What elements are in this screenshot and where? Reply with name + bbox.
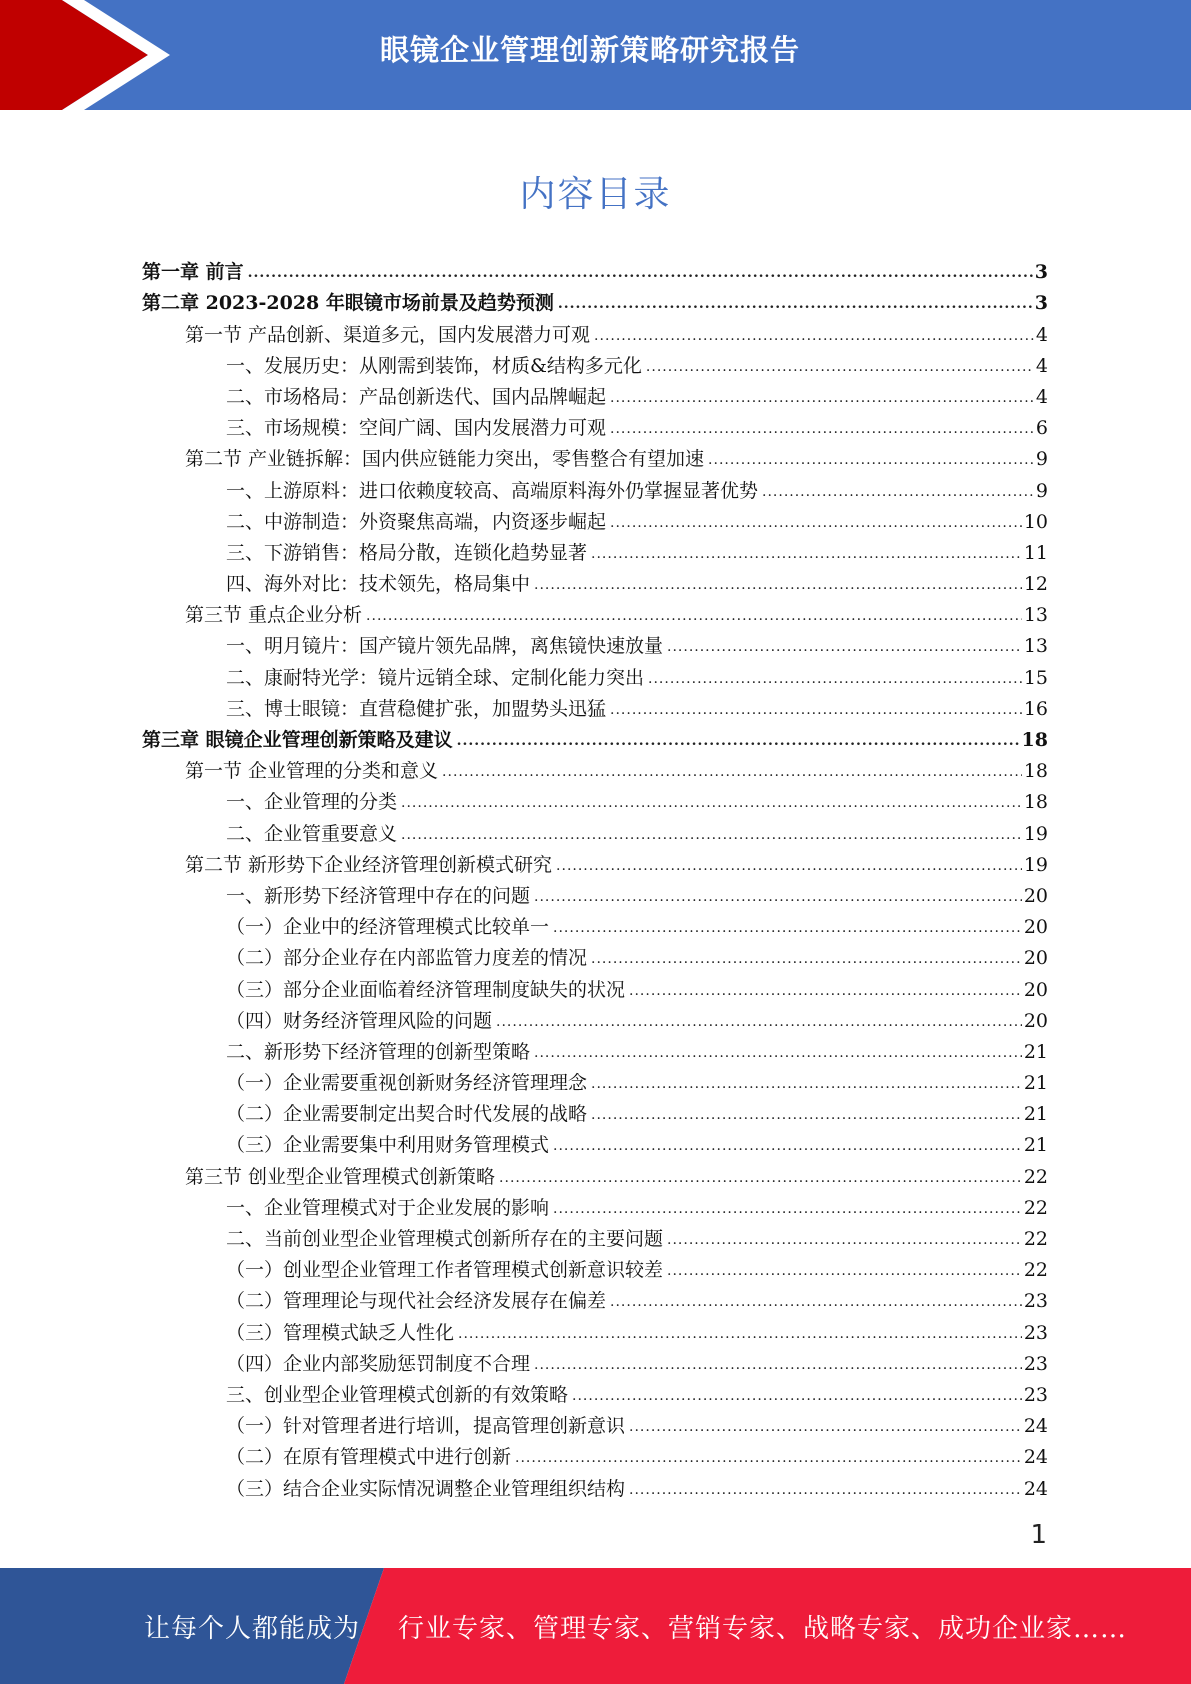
toc-entry-page: 18 — [1021, 729, 1048, 751]
toc-entry[interactable] — [142, 1314, 1048, 1345]
toc-entry[interactable] — [142, 535, 1048, 566]
toc-entry[interactable] — [142, 1003, 1048, 1034]
toc-entry-label: 一、企业管理模式对于企业发展的影响 — [226, 1196, 550, 1219]
toc-entry[interactable] — [142, 909, 1048, 940]
toc-entry-label: （四）财务经济管理风险的问题 — [226, 1009, 493, 1032]
toc-entry-label: （二）在原有管理模式中进行创新 — [226, 1446, 512, 1469]
toc-entry-label: 四、海外对比：技术领先，格局集中 — [226, 573, 531, 596]
header-band — [0, 0, 1191, 110]
toc-entry-page: 18 — [1023, 760, 1048, 783]
toc-dot-leader — [558, 297, 1033, 311]
toc-entry[interactable] — [142, 1408, 1048, 1439]
toc-dot-leader — [610, 703, 1022, 717]
toc-dot-leader — [610, 1295, 1022, 1309]
toc-entry-page: 22 — [1023, 1259, 1048, 1282]
toc-dot-leader — [646, 360, 1034, 374]
toc-entry-page: 24 — [1023, 1446, 1048, 1469]
toc-dot-leader — [553, 1139, 1022, 1153]
toc-dot-leader — [534, 890, 1022, 904]
toc-entry[interactable] — [142, 285, 1048, 316]
toc-entry-label: 第二节 产业链拆解：国内供应链能力突出，零售整合有望加速 — [185, 448, 705, 471]
toc-entry[interactable] — [142, 410, 1048, 441]
toc-dot-leader — [591, 1108, 1022, 1122]
toc-entry-label: 二、中游制造：外资聚焦高端，内资逐步崛起 — [226, 510, 607, 533]
footer-band — [0, 1568, 1191, 1684]
toc-entry-page: 12 — [1023, 573, 1048, 596]
toc-dot-leader — [248, 266, 1033, 280]
toc-dot-leader — [556, 859, 1022, 873]
footer-slogan-left: 让每个人都能成为 — [144, 1614, 361, 1644]
toc-entry[interactable] — [142, 597, 1048, 628]
toc-entry-label: （三）管理模式缺乏人性化 — [226, 1321, 455, 1344]
toc-entry-page: 19 — [1023, 853, 1048, 876]
toc-dot-leader — [667, 1233, 1022, 1247]
toc-entry[interactable] — [142, 847, 1048, 878]
toc-entry-page: 11 — [1023, 541, 1048, 564]
toc-entry[interactable] — [142, 441, 1048, 472]
toc-entry-page: 22 — [1023, 1228, 1048, 1250]
toc-entry-page: 4 — [1035, 354, 1048, 377]
toc-entry-label: 三、博士眼镜：直营稳健扩张，加盟势头迅猛 — [226, 697, 607, 720]
footer-slogan-right: 行业专家、管理专家、营销专家、战略专家、成功企业家…… — [398, 1614, 1128, 1644]
toc-entry[interactable] — [142, 379, 1048, 410]
toc-dot-leader — [496, 1015, 1022, 1029]
toc-entry[interactable] — [142, 971, 1048, 1002]
toc-dot-leader — [366, 609, 1022, 623]
toc-entry-page: 13 — [1023, 635, 1048, 658]
toc-dot-leader — [610, 516, 1022, 530]
toc-entry-page: 20 — [1023, 916, 1048, 939]
toc-entry[interactable] — [142, 1346, 1048, 1377]
toc-entry[interactable] — [142, 784, 1048, 815]
toc-dot-leader — [594, 329, 1034, 343]
toc-entry-page: 24 — [1023, 1415, 1048, 1438]
toc-entry-page: 20 — [1023, 884, 1048, 907]
toc-dot-leader — [667, 640, 1022, 654]
toc-dot-leader — [515, 1451, 1022, 1465]
toc-entry-label: （三）企业需要集中利用财务管理模式 — [226, 1134, 550, 1157]
toc-entry-page: 20 — [1023, 947, 1048, 970]
toc-entry[interactable] — [142, 815, 1048, 846]
toc-entry[interactable] — [142, 628, 1048, 659]
report-title: 眼镜企业管理创新策略研究报告 — [380, 33, 801, 67]
toc-entry[interactable] — [142, 1283, 1048, 1314]
toc-entry-label: 一、发展历史：从刚需到装饰，材质&结构多元化 — [226, 354, 642, 377]
toc-entry[interactable] — [142, 254, 1048, 285]
toc-entry-label: （一）企业需要重视创新财务经济管理理念 — [226, 1072, 588, 1095]
toc-entry-page: 13 — [1023, 604, 1048, 627]
toc-entry[interactable] — [142, 1096, 1048, 1127]
toc-dot-leader — [534, 578, 1022, 592]
toc-entry-page: 15 — [1023, 666, 1048, 689]
toc-dot-leader — [553, 1202, 1022, 1216]
toc-entry-label: 三、创业型企业管理模式创新的有效策略 — [226, 1383, 569, 1406]
toc-entry-page: 21 — [1023, 1134, 1048, 1157]
toc-entry-page: 9 — [1035, 479, 1048, 502]
red-chevron-shape — [0, 0, 148, 110]
toc-dot-leader — [534, 1046, 1022, 1060]
toc-entry-page: 4 — [1035, 385, 1048, 408]
toc-dot-leader — [610, 391, 1034, 405]
toc-dot-leader — [458, 1327, 1022, 1341]
toc-entry[interactable] — [142, 1221, 1048, 1252]
toc-entry[interactable] — [142, 878, 1048, 909]
toc-entry-label: 第一章 前言 — [142, 261, 244, 284]
toc-entry[interactable] — [142, 659, 1048, 690]
toc-entry-label: 二、市场格局：产品创新迭代、国内品牌崛起 — [226, 385, 607, 408]
toc-entry-label: 一、上游原料：进口依赖度较高、高端原料海外仍掌握显著优势 — [226, 479, 759, 502]
toc-entry-page: 19 — [1023, 822, 1048, 845]
toc-entry-label: 一、企业管理的分类 — [226, 791, 398, 814]
toc-entry-page: 23 — [1023, 1290, 1048, 1313]
toc-entry-label: 第三节 重点企业分析 — [185, 604, 363, 627]
toc-entry-page: 21 — [1023, 1103, 1048, 1126]
toc-heading: 内容目录 — [519, 174, 672, 215]
toc-entry-label: 二、当前创业型企业管理模式创新所存在的主要问题 — [226, 1228, 664, 1250]
toc-entry[interactable] — [142, 316, 1048, 347]
toc-entry[interactable] — [142, 753, 1048, 784]
toc-entry-label: （一）创业型企业管理工作者管理模式创新意识较差 — [226, 1259, 664, 1282]
toc-dot-leader — [572, 1389, 1022, 1403]
toc-entry-page: 23 — [1023, 1352, 1048, 1375]
toc-entry-label: 三、下游销售：格局分散，连锁化趋势显著 — [226, 541, 588, 564]
toc-entry-label: 第二章 2023-2028 年眼镜市场前景及趋势预测 — [142, 292, 554, 315]
toc-entry[interactable] — [142, 472, 1048, 503]
toc-entry-label: （二）管理理论与现代社会经济发展存在偏差 — [226, 1290, 607, 1313]
toc-entry-page: 18 — [1023, 791, 1048, 814]
page-number: 1 — [1030, 1520, 1047, 1550]
toc-entry[interactable] — [142, 691, 1048, 722]
toc-entry-label: 一、新形势下经济管理中存在的问题 — [226, 884, 531, 907]
toc-entry[interactable] — [142, 940, 1048, 971]
toc-entry[interactable] — [142, 1065, 1048, 1096]
toc-entry-page: 16 — [1023, 697, 1048, 720]
toc-entry[interactable] — [142, 566, 1048, 597]
toc-entry-page: 23 — [1023, 1321, 1048, 1344]
toc-entry-page: 23 — [1023, 1383, 1048, 1406]
toc-entry[interactable] — [142, 1252, 1048, 1283]
toc-entry-page: 21 — [1023, 1040, 1048, 1063]
toc-entry[interactable] — [142, 722, 1048, 753]
toc-entry-label: 三、市场规模：空间广阔、国内发展潜力可观 — [226, 417, 607, 440]
toc-entry[interactable] — [142, 1158, 1048, 1189]
toc-entry-page: 21 — [1023, 1072, 1048, 1095]
toc-dot-leader — [667, 1264, 1022, 1278]
toc-entry[interactable] — [142, 1470, 1048, 1501]
toc-entry[interactable] — [142, 1439, 1048, 1470]
toc-dot-leader — [553, 921, 1022, 935]
toc-dot-leader — [534, 1358, 1022, 1372]
toc-dot-leader — [401, 828, 1022, 842]
toc-entry-label: （三）结合企业实际情况调整企业管理组织结构 — [226, 1477, 626, 1500]
toc-entry-label: （一）企业中的经济管理模式比较单一 — [226, 916, 550, 939]
toc-dot-leader — [629, 1483, 1022, 1497]
toc-entry-page: 9 — [1035, 448, 1048, 471]
toc-dot-leader — [591, 952, 1022, 966]
toc-dot-leader — [610, 422, 1034, 436]
toc-entry[interactable] — [142, 1190, 1048, 1221]
toc-entry-label: （二）部分企业存在内部监管力度差的情况 — [226, 947, 588, 970]
toc-dot-leader — [457, 734, 1020, 748]
toc-dot-leader — [499, 1171, 1022, 1185]
toc-entry-label: 第一节 产品创新、渠道多元，国内发展潜力可观 — [185, 323, 591, 346]
toc-dot-leader — [648, 672, 1022, 686]
toc-dot-leader — [442, 765, 1022, 779]
toc-dot-leader — [591, 547, 1022, 561]
toc-entry-label: 二、新形势下经济管理的创新型策略 — [226, 1040, 531, 1063]
toc-entry-label: 二、企业管重要意义 — [226, 822, 398, 845]
toc-entry-label: 第三章 眼镜企业管理创新策略及建议 — [142, 729, 453, 751]
toc-entry-label: 第一节 企业管理的分类和意义 — [185, 760, 439, 783]
toc-entry-page: 20 — [1023, 978, 1048, 1001]
toc-entry[interactable] — [142, 1034, 1048, 1065]
toc-entry-label: （四）企业内部奖励惩罚制度不合理 — [226, 1352, 531, 1375]
toc-entry-page: 24 — [1023, 1477, 1048, 1500]
toc-dot-leader — [401, 796, 1022, 810]
toc-entry-label: 第二节 新形势下企业经济管理创新模式研究 — [185, 853, 553, 876]
toc-dot-leader — [591, 1077, 1022, 1091]
toc-entry[interactable] — [142, 1127, 1048, 1158]
toc-entry-page: 3 — [1034, 292, 1048, 315]
toc-dot-leader — [629, 1420, 1022, 1434]
toc-entry-page: 22 — [1023, 1196, 1048, 1219]
toc-dot-leader — [708, 453, 1034, 467]
toc-entry-label: （三）部分企业面临着经济管理制度缺失的状况 — [226, 978, 626, 1001]
toc-entry-page: 20 — [1023, 1009, 1048, 1032]
toc-entry-label: 第三节 创业型企业管理模式创新策略 — [185, 1165, 496, 1188]
toc-dot-leader — [762, 485, 1034, 499]
toc-entry-label: 一、明月镜片：国产镜片领先品牌，离焦镜快速放量 — [226, 635, 664, 658]
toc-entry-label: （二）企业需要制定出契合时代发展的战略 — [226, 1103, 588, 1126]
toc-entry-label: 二、康耐特光学：镜片远销全球、定制化能力突出 — [226, 666, 645, 689]
toc-entry[interactable] — [142, 504, 1048, 535]
toc-entry[interactable] — [142, 1377, 1048, 1408]
toc-entry-page: 6 — [1035, 417, 1048, 440]
toc-entry[interactable] — [142, 348, 1048, 379]
table-of-contents — [142, 254, 1048, 1502]
toc-entry-label: （一）针对管理者进行培训，提高管理创新意识 — [226, 1415, 626, 1438]
toc-entry-page: 4 — [1035, 323, 1048, 346]
toc-entry-page: 10 — [1023, 510, 1048, 533]
toc-dot-leader — [629, 984, 1022, 998]
toc-entry-page: 3 — [1034, 261, 1048, 284]
toc-entry-page: 22 — [1023, 1165, 1048, 1188]
